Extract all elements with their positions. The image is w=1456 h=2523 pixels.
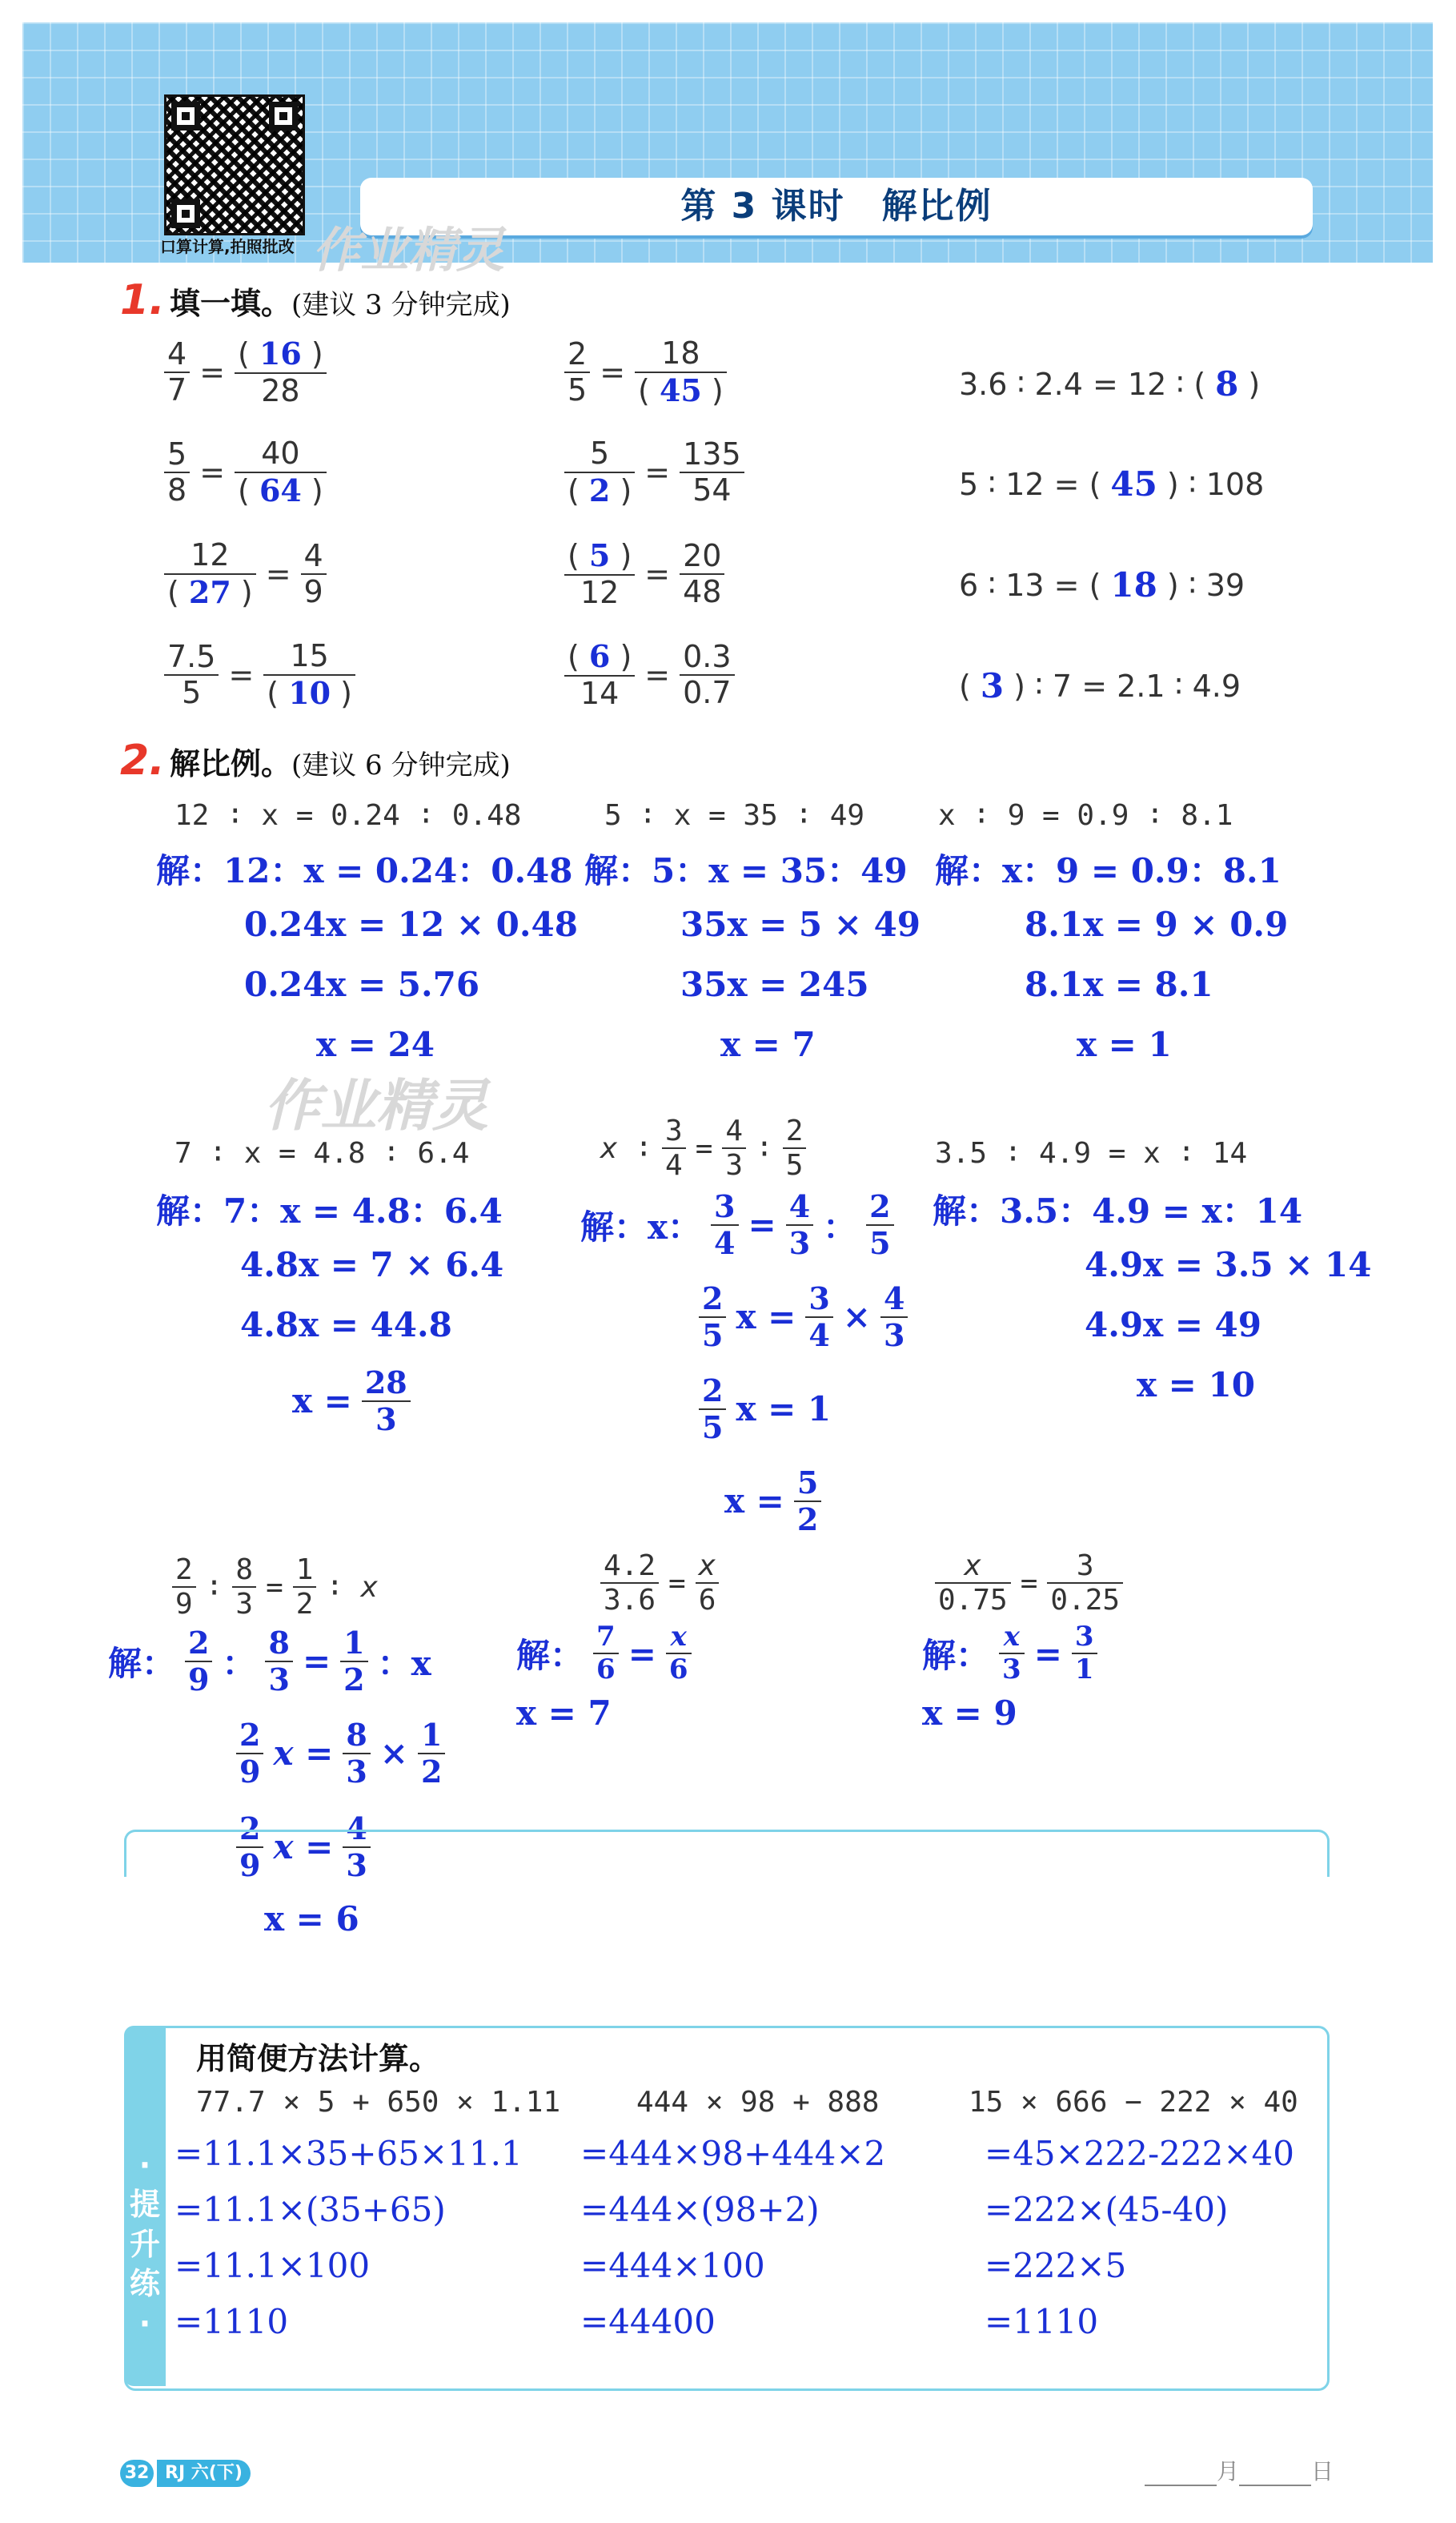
p1-line2: 0.24x = 12 × 0.48 <box>244 905 578 944</box>
tip-box <box>124 1830 1330 1877</box>
p8-line2: x = 7 <box>516 1693 612 1733</box>
p4-line4: x = $\frac{28}{3}$ <box>292 1365 411 1436</box>
p7-question: 2 9 ∶ 8 3 = 1 2 ∶ x <box>172 1553 378 1621</box>
p8-line1: 解： 7 6 = x 6 <box>516 1621 692 1685</box>
grade-label: RJ 六(下) <box>157 2460 251 2487</box>
p4-line1: 解：7：x = 4.8：6.4 <box>156 1191 503 1231</box>
s3-c1-step3: =11.1×100 <box>174 2246 371 2285</box>
s3-c2-step4: =44400 <box>580 2302 716 2341</box>
p9-question: x 0.75 = 3 0.25 <box>935 1549 1123 1617</box>
p5-line3: 2 5 x = 1 <box>699 1373 831 1444</box>
s3-c2-step3: =444×100 <box>580 2246 765 2285</box>
section1-heading: 1. 填一填。(建议 3 分钟完成) <box>120 276 511 324</box>
p4-line3: 4.8x = 44.8 <box>240 1305 452 1344</box>
p6-line4: x = 10 <box>1137 1365 1255 1404</box>
p3-line3: 8.1x = 8.1 <box>1025 965 1213 1004</box>
s3-c2-question: 444 × 98 + 888 <box>636 2086 880 2119</box>
s3-c3-step3: =222×5 <box>985 2246 1127 2285</box>
s1-c3-r3: 6 ∶ 13 = ( 18 ) ∶ 39 <box>959 565 1245 605</box>
p6-line1: 解：3.5：4.9 = x：14 <box>933 1191 1303 1231</box>
p2-line3: 35x = 245 <box>680 965 869 1004</box>
s1-c2-r1: 2 5 = 18 ( 45 ) <box>564 336 727 408</box>
qr-caption: 口算计算,拍照批改 <box>160 237 295 256</box>
p1-line1: 解：12：x = 0.24：0.48 <box>156 851 573 890</box>
s1-c2-r3: ( 5 ) 12 = 20 48 <box>564 538 724 610</box>
p2-line4: x = 7 <box>720 1025 816 1064</box>
p1-question: 12 ∶ x = 0.24 ∶ 0.48 <box>174 799 522 832</box>
s3-c3-question: 15 × 666 − 222 × 40 <box>969 2086 1298 2119</box>
s3-c3-step2: =222×(45-40) <box>985 2190 1229 2229</box>
s1-c3-r4: ( 3 ) ∶ 7 = 2.1 ∶ 4.9 <box>959 666 1241 705</box>
date-field: 月 日 <box>1145 2454 1334 2486</box>
s3-c3-step4: =1110 <box>985 2302 1099 2341</box>
qr-code[interactable] <box>164 94 305 235</box>
p9-line1: 解： x 3 = 3 1 <box>922 1621 1097 1685</box>
s1-c1-r4: 7.5 5 = 15 ( 10 ) <box>164 639 355 711</box>
p5-line2: 2 5 x = $\frac{3}{4}$ × 4 3 <box>699 1281 908 1352</box>
practice-side-label: ·提升练· <box>129 2147 160 2341</box>
p7-line4: x = 6 <box>264 1899 359 1938</box>
p7-line3: 2 9 x = $\frac{4}{3}$ <box>236 1811 371 1882</box>
s3-c1-step1: =11.1×35+65×11.1 <box>174 2134 523 2173</box>
p2-line1: 解：5：x = 35：49 <box>584 851 908 890</box>
p1-line4: x = 24 <box>316 1025 435 1064</box>
s1-c1-r1: 4 7 = ( 16 ) 28 <box>164 336 327 408</box>
s3-c2-step1: =444×98+444×2 <box>580 2134 886 2173</box>
page-number: 32 <box>120 2460 154 2487</box>
s1-c3-r2: 5 ∶ 12 = ( 45 ) ∶ 108 <box>959 464 1265 504</box>
p3-line2: 8.1x = 9 × 0.9 <box>1025 905 1289 944</box>
p4-line2: 4.8x = 7 × 6.4 <box>240 1245 504 1284</box>
s3-c1-step4: =1110 <box>174 2302 289 2341</box>
p7-line2: 2 9 x = $\frac{8}{3}$ × 1 2 <box>236 1717 445 1789</box>
p5-question: x ∶ 3 4 = 4 3 ∶ 2 5 <box>600 1115 806 1183</box>
s1-c2-r4: ( 6 ) 14 = 0.3 0.7 <box>564 639 735 711</box>
s3-c1-question: 77.7 × 5 + 650 × 1.11 <box>196 2086 561 2119</box>
section2-heading: 2. 解比例。(建议 6 分钟完成) <box>120 737 511 785</box>
s3-c1-step2: =11.1×(35+65) <box>174 2190 446 2229</box>
s1-c2-r2: 5 ( 2 ) = 135 54 <box>564 436 744 508</box>
p6-line2: 4.9x = 3.5 × 14 <box>1085 1245 1372 1284</box>
watermark: 作业精灵 <box>264 1073 488 1139</box>
p3-line4: x = 1 <box>1077 1025 1172 1064</box>
p3-question: x ∶ 9 = 0.9 ∶ 8.1 <box>938 799 1233 832</box>
s1-c1-r3: 12 ( 27 ) = 4 9 <box>164 538 327 610</box>
p9-line2: x = 9 <box>922 1693 1017 1733</box>
section3-title: 用简便方法计算。 <box>196 2041 440 2076</box>
s3-c3-step1: =45×222-222×40 <box>985 2134 1294 2173</box>
p2-line2: 35x = 5 × 49 <box>680 905 921 944</box>
s3-c2-step2: =444×(98+2) <box>580 2190 820 2229</box>
p5-line4: x = $\frac{5}{2}$ <box>724 1465 821 1537</box>
p3-line1: 解：x：9 = 0.9：8.1 <box>935 851 1282 890</box>
p4-question: 7 ∶ x = 4.8 ∶ 6.4 <box>174 1137 470 1170</box>
p1-line3: 0.24x = 5.76 <box>244 965 480 1004</box>
p7-line1: 解： 2 9 ： 8 3 = 1 2 ：x <box>108 1625 431 1697</box>
p6-question: 3.5 ∶ 4.9 = x ∶ 14 <box>935 1137 1248 1170</box>
p2-question: 5 ∶ x = 35 ∶ 49 <box>604 799 865 832</box>
watermark: 作业精灵 <box>312 223 504 279</box>
p6-line3: 4.9x = 49 <box>1085 1305 1261 1344</box>
page-title: 第 3 课时 解比例 <box>680 186 993 227</box>
p8-question: 4.2 3.6 = x 6 <box>600 1549 719 1617</box>
s1-c1-r2: 5 8 = 40 ( 64 ) <box>164 436 327 508</box>
s1-c3-r1: 3.6 ∶ 2.4 = 12 ∶ ( 8 ) <box>959 364 1261 404</box>
p5-line1: 解：x： 3 4 = 4 3 ： 2 5 <box>580 1189 894 1260</box>
